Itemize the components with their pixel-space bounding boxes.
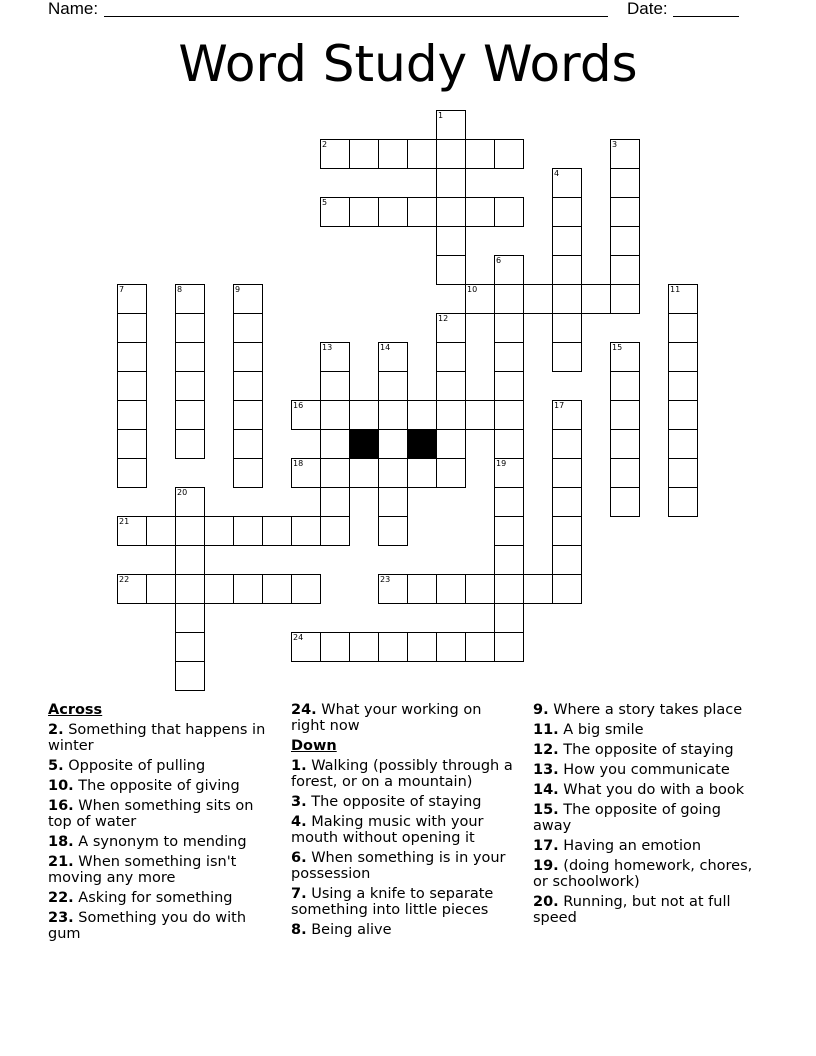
crossword-cell[interactable]: [175, 603, 205, 633]
page-title: Word Study Words: [178, 35, 638, 93]
crossword-cell[interactable]: [175, 313, 205, 343]
crossword-cell[interactable]: [552, 400, 582, 430]
clue-down-4: 4. Making music with your mouth without opening it: [291, 814, 484, 846]
clue-down-19: 19. (doing homework, chores, or schoolwork): [533, 858, 753, 890]
cell-number: 21: [119, 517, 130, 526]
crossword-cell[interactable]: [436, 429, 466, 459]
crossword-cell[interactable]: [610, 342, 640, 372]
crossword-cell[interactable]: [320, 400, 350, 430]
crossword-cell[interactable]: [523, 574, 553, 604]
cell-number: 10: [467, 285, 478, 294]
crossword-cell[interactable]: [436, 168, 466, 198]
clues-column-3: [533, 702, 763, 930]
crossword-cell[interactable]: [262, 516, 292, 546]
name-label: Name:: [48, 0, 99, 18]
crossword-cell[interactable]: [552, 197, 582, 227]
clue-across-2: 2. Something that happens in winter: [48, 722, 266, 754]
clue-down-3: 3. The opposite of staying: [291, 794, 482, 810]
date-label: Date:: [627, 0, 668, 18]
clue-across-16: 16. When something sits on top of water: [48, 798, 254, 830]
crossword-cell[interactable]: [436, 400, 466, 430]
crossword-cell[interactable]: [494, 371, 524, 401]
crossword-cell[interactable]: [233, 516, 263, 546]
crossword-cell[interactable]: [146, 574, 176, 604]
crossword-cell[interactable]: [378, 400, 408, 430]
crossword-cell[interactable]: [552, 545, 582, 575]
crossword-cell[interactable]: [610, 284, 640, 314]
crossword-cell[interactable]: [407, 139, 437, 169]
crossword-cell[interactable]: [175, 516, 205, 546]
cell-number: 22: [119, 575, 130, 584]
crossword-cell[interactable]: [175, 284, 205, 314]
crossword-cell[interactable]: [320, 139, 350, 169]
crossword-cell[interactable]: [436, 197, 466, 227]
crossword-cell[interactable]: [175, 632, 205, 662]
clue-down-15: 15. The opposite of going away: [533, 802, 721, 834]
crossword-cell[interactable]: [436, 139, 466, 169]
crossword-cell[interactable]: [175, 371, 205, 401]
crossword-cell[interactable]: [233, 400, 263, 430]
crossword-cell[interactable]: [465, 139, 495, 169]
crossword-cell[interactable]: [291, 516, 321, 546]
blocked-cell: [407, 429, 437, 459]
crossword-cell[interactable]: [117, 371, 147, 401]
crossword-cell[interactable]: [465, 284, 495, 314]
crossword-cell[interactable]: [494, 632, 524, 662]
crossword-cell[interactable]: [668, 371, 698, 401]
crossword-cell[interactable]: [552, 458, 582, 488]
crossword-cell[interactable]: [175, 342, 205, 372]
crossword-cell[interactable]: [668, 284, 698, 314]
across-heading: Across: [48, 702, 103, 718]
crossword-cell[interactable]: [117, 429, 147, 459]
clue-across-22: 22. Asking for something: [48, 890, 233, 906]
crossword-cell[interactable]: [117, 284, 147, 314]
cell-number: 2: [322, 140, 328, 149]
crossword-cell[interactable]: [117, 342, 147, 372]
crossword-cell[interactable]: [610, 429, 640, 459]
crossword-cell[interactable]: [610, 139, 640, 169]
clue-down-6: 6. When something is in your possession: [291, 850, 506, 882]
crossword-cell[interactable]: [610, 226, 640, 256]
crossword-cell[interactable]: [378, 458, 408, 488]
crossword-cell[interactable]: [233, 284, 263, 314]
crossword-cell[interactable]: [320, 371, 350, 401]
crossword-cell[interactable]: [349, 197, 379, 227]
crossword-cell[interactable]: [668, 400, 698, 430]
crossword-cell[interactable]: [436, 313, 466, 343]
crossword-cell[interactable]: [552, 284, 582, 314]
crossword-cell[interactable]: [552, 313, 582, 343]
crossword-cell[interactable]: [378, 632, 408, 662]
crossword-cell[interactable]: [494, 458, 524, 488]
crossword-cell[interactable]: [233, 371, 263, 401]
crossword-cell[interactable]: [610, 255, 640, 285]
crossword-cell[interactable]: [117, 400, 147, 430]
cell-number: 12: [438, 314, 449, 323]
clue-across-10: 10. The opposite of giving: [48, 778, 240, 794]
crossword-cell[interactable]: [610, 168, 640, 198]
crossword-cell[interactable]: [204, 516, 234, 546]
crossword-cell[interactable]: [233, 429, 263, 459]
cell-number: 11: [670, 285, 681, 294]
crossword-cell[interactable]: [494, 313, 524, 343]
crossword-cell[interactable]: [436, 110, 466, 140]
clue-down-1: 1. Walking (possibly through a forest, or on a mountain): [291, 758, 513, 790]
cell-number: 13: [322, 343, 333, 352]
crossword-cell[interactable]: [494, 342, 524, 372]
clue-across-5: 5. Opposite of pulling: [48, 758, 206, 774]
cell-number: 3: [612, 140, 618, 149]
cell-number: 24: [293, 633, 304, 642]
cell-number: 20: [177, 488, 188, 497]
crossword-cell[interactable]: [465, 400, 495, 430]
crossword-cell[interactable]: [668, 342, 698, 372]
clue-across-24: 24. What your working on right now: [291, 702, 482, 734]
crossword-cell[interactable]: [436, 226, 466, 256]
clue-across-23: 23. Something you do with gum: [48, 910, 247, 942]
crossword-cell[interactable]: [320, 487, 350, 517]
crossword-cell[interactable]: [291, 574, 321, 604]
crossword-cell[interactable]: [436, 255, 466, 285]
crossword-cell[interactable]: [378, 371, 408, 401]
crossword-cell[interactable]: [117, 313, 147, 343]
crossword-cell[interactable]: [610, 400, 640, 430]
crossword-cell[interactable]: [146, 516, 176, 546]
crossword-cell[interactable]: [204, 574, 234, 604]
cell-number: 14: [380, 343, 391, 352]
cell-number: 4: [554, 169, 560, 178]
crossword-cell[interactable]: [378, 516, 408, 546]
crossword-cell[interactable]: [494, 400, 524, 430]
crossword-cell[interactable]: [436, 574, 466, 604]
crossword-cell[interactable]: [552, 429, 582, 459]
crossword-cell[interactable]: [552, 342, 582, 372]
crossword-cell[interactable]: [465, 632, 495, 662]
crossword-cell[interactable]: [610, 371, 640, 401]
crossword-cell[interactable]: [407, 574, 437, 604]
crossword-cell[interactable]: [291, 458, 321, 488]
down-heading: Down: [291, 738, 337, 754]
crossword-cell[interactable]: [407, 458, 437, 488]
cell-number: 1: [438, 111, 444, 120]
crossword-cell[interactable]: [349, 400, 379, 430]
clue-down-7: 7. Using a knife to separate something into little pieces: [291, 886, 494, 918]
crossword-cell[interactable]: [320, 458, 350, 488]
crossword-cell[interactable]: [378, 197, 408, 227]
blocked-cell: [349, 429, 379, 459]
crossword-cell[interactable]: [378, 487, 408, 517]
crossword-cell[interactable]: [175, 400, 205, 430]
clue-down-13: 13. How you communicate: [533, 762, 730, 778]
cell-number: 15: [612, 343, 623, 352]
crossword-cell[interactable]: [494, 487, 524, 517]
cell-number: 9: [235, 285, 241, 294]
clue-down-20: 20. Running, but not at full speed: [533, 894, 731, 926]
crossword-cell[interactable]: [320, 429, 350, 459]
crossword-cell[interactable]: [320, 632, 350, 662]
crossword-cell[interactable]: [552, 487, 582, 517]
cell-number: 5: [322, 198, 328, 207]
clue-across-21: 21. When something isn't moving any more: [48, 854, 237, 886]
crossword-cell[interactable]: [552, 168, 582, 198]
crossword-cell[interactable]: [378, 429, 408, 459]
crossword-cell[interactable]: [610, 487, 640, 517]
crossword-cell[interactable]: [349, 632, 379, 662]
crossword-cell[interactable]: [668, 429, 698, 459]
clue-down-12: 12. The opposite of staying: [533, 742, 734, 758]
crossword-cell[interactable]: [407, 197, 437, 227]
crossword-cell[interactable]: [262, 574, 292, 604]
crossword-cell[interactable]: [668, 487, 698, 517]
crossword-cell[interactable]: [610, 458, 640, 488]
clue-down-17: 17. Having an emotion: [533, 838, 702, 854]
crossword-cell[interactable]: [175, 487, 205, 517]
crossword-cell[interactable]: [378, 139, 408, 169]
cell-number: 23: [380, 575, 391, 584]
crossword-cell[interactable]: [581, 284, 611, 314]
cell-number: 17: [554, 401, 565, 410]
crossword-cell[interactable]: [610, 197, 640, 227]
crossword-cell[interactable]: [494, 429, 524, 459]
crossword-cell[interactable]: [117, 516, 147, 546]
crossword-cell[interactable]: [494, 574, 524, 604]
crossword-cell[interactable]: [494, 545, 524, 575]
crossword-cell[interactable]: [233, 342, 263, 372]
crossword-cell[interactable]: [494, 284, 524, 314]
cell-number: 19: [496, 459, 507, 468]
crossword-cell[interactable]: [233, 458, 263, 488]
crossword-cell[interactable]: [175, 429, 205, 459]
crossword-cell[interactable]: [465, 197, 495, 227]
crossword-cell[interactable]: [407, 632, 437, 662]
crossword-cell[interactable]: [117, 458, 147, 488]
crossword-cell[interactable]: [436, 458, 466, 488]
clues-column-1: [48, 702, 268, 946]
crossword-cell[interactable]: [320, 516, 350, 546]
crossword-cell[interactable]: [668, 313, 698, 343]
cell-number: 6: [496, 256, 502, 265]
crossword-cell[interactable]: [320, 342, 350, 372]
crossword-cell[interactable]: [349, 458, 379, 488]
crossword-cell[interactable]: [552, 226, 582, 256]
crossword-cell[interactable]: [494, 603, 524, 633]
crossword-cell[interactable]: [291, 632, 321, 662]
cell-number: 16: [293, 401, 304, 410]
crossword-cell[interactable]: [233, 574, 263, 604]
crossword-cell[interactable]: [117, 574, 147, 604]
crossword-cell[interactable]: [175, 545, 205, 575]
crossword-cell[interactable]: [494, 139, 524, 169]
crossword-cell[interactable]: [291, 400, 321, 430]
clue-down-11: 11. A big smile: [533, 722, 644, 738]
crossword-cell[interactable]: [436, 342, 466, 372]
crossword-cell[interactable]: [494, 516, 524, 546]
crossword-cell[interactable]: [175, 661, 205, 691]
clue-down-8: 8. Being alive: [291, 922, 392, 938]
clue-across-18: 18. A synonym to mending: [48, 834, 247, 850]
crossword-cell[interactable]: [668, 458, 698, 488]
crossword-cell[interactable]: [320, 197, 350, 227]
crossword-cell[interactable]: [552, 516, 582, 546]
crossword-cell[interactable]: [378, 574, 408, 604]
crossword-cell[interactable]: [436, 371, 466, 401]
clue-down-9: 9. Where a story takes place: [533, 702, 743, 718]
cell-number: 8: [177, 285, 183, 294]
crossword-cell[interactable]: [552, 574, 582, 604]
crossword-cell[interactable]: [494, 255, 524, 285]
crossword-cell[interactable]: [378, 342, 408, 372]
crossword-cell[interactable]: [175, 574, 205, 604]
clue-down-14: 14. What you do with a book: [533, 782, 745, 798]
cell-number: 7: [119, 285, 125, 294]
crossword-cell[interactable]: [436, 632, 466, 662]
crossword-cell[interactable]: [465, 574, 495, 604]
crossword-cell[interactable]: [349, 139, 379, 169]
clues-column-2: [291, 702, 513, 942]
crossword-cell[interactable]: [233, 313, 263, 343]
crossword-cell[interactable]: [552, 255, 582, 285]
crossword-cell[interactable]: [407, 400, 437, 430]
crossword-cell[interactable]: [523, 284, 553, 314]
crossword-cell[interactable]: [494, 197, 524, 227]
cell-number: 18: [293, 459, 304, 468]
